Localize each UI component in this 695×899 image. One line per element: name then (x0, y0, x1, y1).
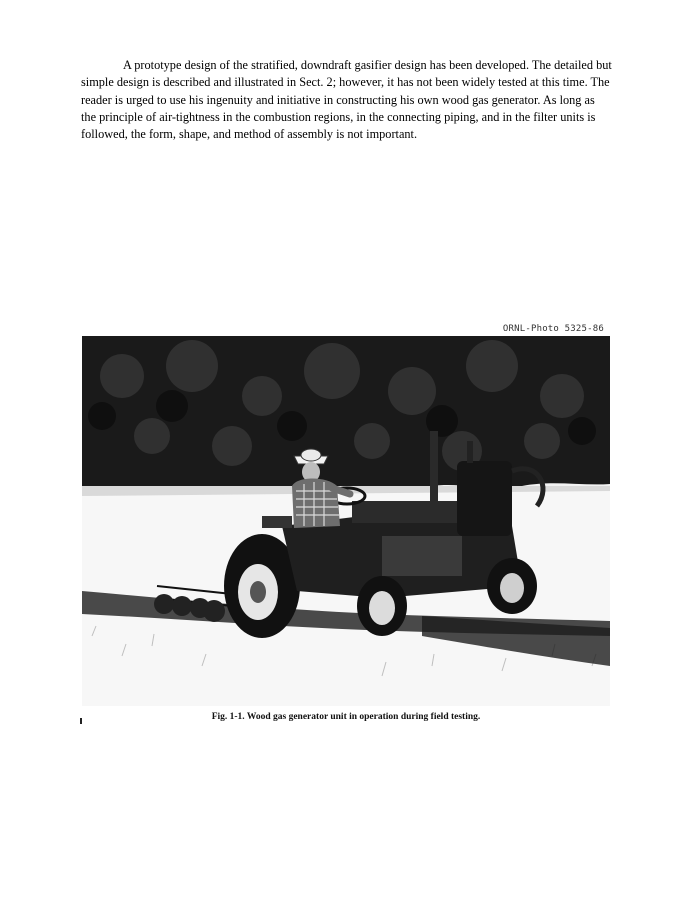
body-paragraph: A prototype design of the stratified, downdraft gasifier design has been developed. The detailed but simple design is described and illustrated in Sect. 2; however, it has not been widely tested at this time. The reader is urged to use his ingenuity and initiative in constructing his own wood gas generator. As long as the principle of air-tightness in the combustion regions, in the connecting piping, and in the filter units is followed, the form, shape, and method of assembly is not important. (81, 58, 612, 142)
photo-id-label: ORNL-Photo 5325-86 (502, 324, 604, 334)
tractor-photo (82, 336, 610, 706)
figure-caption: Fig. 1-1. Wood gas generator unit in operation during field testing. (211, 712, 481, 722)
figure (80, 320, 612, 730)
scan-mark (80, 718, 82, 724)
